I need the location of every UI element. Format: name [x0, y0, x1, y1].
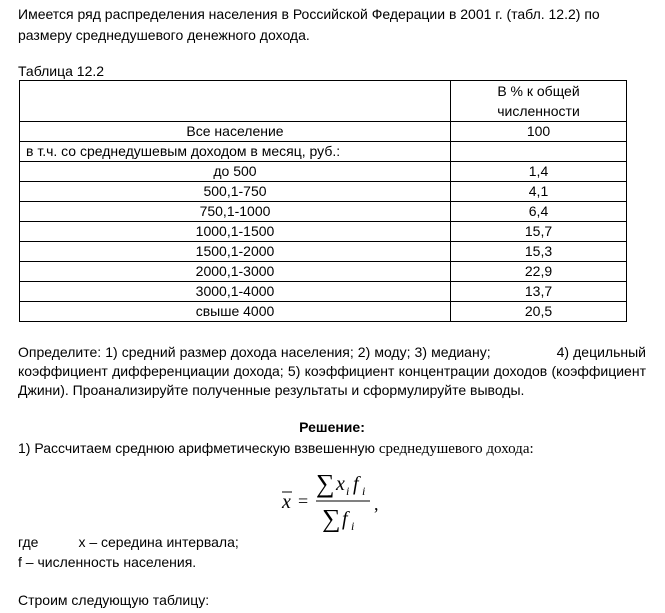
formula-den-sub-i: i — [351, 519, 355, 532]
row-label: свыше 4000 — [20, 302, 451, 322]
table-row-subheader — [20, 142, 627, 162]
formula-den-sum: ∑ — [322, 504, 341, 532]
intro-paragraph: Имеется ряд распределения населения в Российской Федерации в 2001 г. (табл. 12.2) по размеру среднедушевого денежного дохода. — [18, 6, 600, 43]
formula-num-x: x — [336, 473, 345, 495]
step-1-text: 1) Рассчитаем среднюю арифметическую взвешенную — [18, 440, 375, 456]
table-row — [20, 302, 627, 322]
row-value: 6,4 — [451, 202, 627, 222]
step-1-serif-text: среднедушевого дохода: — [378, 441, 534, 457]
header-line-2: численности — [497, 103, 580, 119]
table-header-row — [20, 81, 627, 122]
header-percent-cell — [451, 81, 627, 122]
step-1-paragraph — [18, 439, 534, 459]
row-label: 1500,1-2000 — [20, 242, 451, 262]
row-value: 4,1 — [451, 182, 627, 202]
row-label: 2000,1-3000 — [20, 262, 451, 282]
formula-num-sum: ∑ — [316, 469, 335, 498]
task-paragraph — [18, 343, 646, 400]
formula-den-f: f — [342, 508, 348, 530]
subheader-label: в т.ч. со среднедушевым доходом в месяц, руб.: — [20, 142, 451, 162]
where-definition: x – середина интервала; — [78, 534, 239, 550]
weighted-mean-formula — [278, 468, 408, 532]
row-value: 15,7 — [451, 222, 627, 242]
table-row — [20, 282, 627, 302]
task-part-1: Определите: 1) средний размер дохода населения; 2) моду; 3) медиану; — [18, 344, 491, 360]
row-label: до 500 — [20, 162, 451, 182]
row-label: 750,1-1000 — [20, 202, 451, 222]
row-label: 500,1-750 — [20, 182, 451, 202]
table-row-total — [20, 122, 627, 142]
row-value: 1,4 — [451, 162, 627, 182]
row-value: 22,9 — [451, 262, 627, 282]
where-line — [18, 533, 239, 552]
table-row — [20, 162, 627, 182]
table-row — [20, 222, 627, 242]
subheader-empty — [451, 142, 627, 162]
formula-comma: , — [374, 494, 379, 514]
formula-lhs: x — [282, 491, 291, 513]
row-value: 20,5 — [451, 302, 627, 322]
total-label: Все население — [20, 122, 451, 142]
header-empty-cell — [20, 81, 451, 122]
table-row — [20, 202, 627, 222]
row-value: 15,3 — [451, 242, 627, 262]
build-table-line: Строим следующую таблицу: — [18, 592, 210, 608]
formula-num-sub-i2: i — [362, 484, 366, 498]
formula-equals: = — [298, 491, 309, 511]
where-word: где — [18, 534, 39, 550]
row-label: 3000,1-4000 — [20, 282, 451, 302]
row-value: 13,7 — [451, 282, 627, 302]
row-label: 1000,1-1500 — [20, 222, 451, 242]
table-row — [20, 242, 627, 262]
table-caption: Таблица 12.2 — [18, 63, 105, 79]
table-row — [20, 182, 627, 202]
table-row — [20, 262, 627, 282]
total-value: 100 — [451, 122, 627, 142]
distribution-table — [19, 80, 627, 322]
f-definition-line: f – численность населения. — [18, 554, 197, 570]
formula-num-f: f — [353, 473, 359, 495]
solution-heading: Решение: — [299, 419, 365, 435]
header-line-1: В % к общей — [497, 83, 580, 99]
task-part-2: 4) децильный коэффициент дифференциации дохода; 5) коэффициент концентрации доходов (коэффициент Джини). Проанализируйте полученные результаты и сформулируйте выводы. — [18, 344, 646, 398]
formula-num-sub-i1: i — [346, 484, 350, 498]
